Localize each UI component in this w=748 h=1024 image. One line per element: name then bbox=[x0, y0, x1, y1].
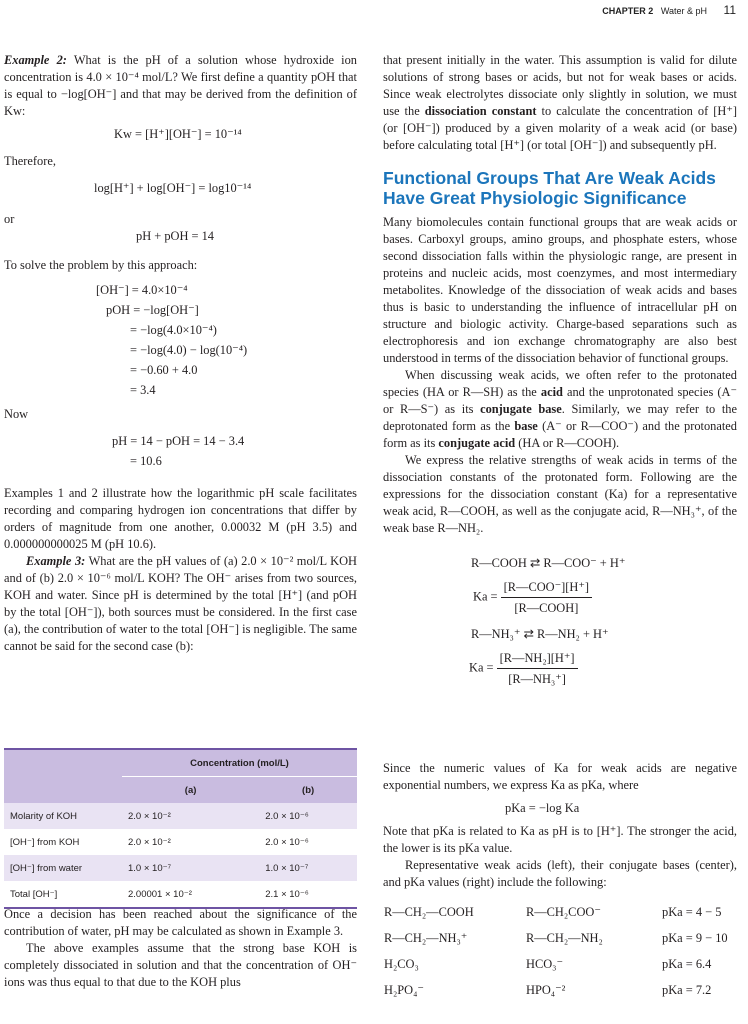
once-paragraph: Once a decision has been reached about the significance of the contribution of water, pH may be calculated as shown in Example 3. bbox=[4, 907, 357, 938]
ka-expression-1: Ka = $\frac{\text{[R—COO⁻][H⁺]}}{\text{[R—COOH]}}$ bbox=[473, 577, 737, 618]
step-6: = 3.4 bbox=[130, 383, 156, 397]
section-heading: Functional Groups That Are Weak Acids Have Great Physiologic Significance bbox=[383, 168, 716, 208]
example-2-label: Example 2: bbox=[4, 53, 67, 67]
example-3-label: Example 3: bbox=[26, 554, 86, 568]
now-text: Now bbox=[4, 407, 29, 421]
left-column bbox=[4, 52, 357, 655]
list-item: H₂PO₄⁻ HPO₄⁻² pKa = 7.2 bbox=[384, 982, 712, 997]
example-2-paragraph bbox=[4, 52, 357, 120]
example-2-text: What is the pH of a solution whose hydroxide ion concentration is 4.0 × 10⁻⁴ mol/L? We first define a quantity pOH that is equal to −log[OH⁻] and that may be derived from the definition of Kw: bbox=[4, 53, 357, 118]
right-paragraph-7: Representative weak acids (left), their conjugate bases (center), and pKa values (right) include the following: bbox=[383, 858, 737, 889]
chapter-title: Water & pH bbox=[660, 6, 708, 16]
chapter-label: CHAPTER 2 bbox=[602, 6, 654, 16]
ka-expression-2: Ka = $\frac{\text{[R—NH₂][H⁺]}}{\text{[R—NH₃⁺]}}$ bbox=[469, 648, 737, 689]
example-3-paragraph bbox=[4, 553, 357, 655]
therefore-text: Therefore, bbox=[4, 154, 56, 168]
ka-equations bbox=[471, 553, 737, 689]
running-header bbox=[602, 2, 736, 20]
now-steps bbox=[112, 431, 357, 471]
right-column bbox=[383, 52, 737, 689]
right-paragraph-5: Since the numeric values of Ka for weak acids are negative exponential numbers, we express Ka as pKa, where bbox=[383, 761, 737, 792]
right-paragraph-4: We express the relative strengths of weak acids in terms of the dissociation constants of the protonated form. Following are the expressions for the dissociation constant (Ka) for a representative weak acid, R—COOH, as well as the conjugate acid, R—NH₃⁺, of the weak base R—NH₂. bbox=[383, 453, 737, 535]
table-col-b: (b) bbox=[259, 777, 357, 804]
now-step-1: pH = 14 − pOH = 14 − 3.4 bbox=[112, 434, 245, 448]
example-3-text: What are the pH values of (a) 2.0 × 10⁻² mol/L KOH and of (b) 2.0 × 10⁻⁶ mol/L KOH? The OH⁻ arises from two sources, KOH and water. Since pH is determined by the total [H⁺] (and pOH by the total [OH⁻]), both sources must be considered. In the first case (a), the contribution of water to the total [OH⁻] is negligible. The same cannot be said for the second case (b): bbox=[4, 554, 357, 653]
concentration-table bbox=[4, 748, 357, 909]
equation-ph-poh: pH + pOH = 14 bbox=[136, 229, 214, 243]
now-step-2: = 10.6 bbox=[130, 454, 162, 468]
lower-left-text bbox=[4, 906, 357, 991]
step-4: = −log(4.0) − log(10⁻⁴) bbox=[130, 343, 248, 357]
right-paragraph-1: that present initially in the water. This assumption is valid for dilute solutions of strong bases or acids, but not for weak bases or acids. Since weak electrolytes dissociate only slightly in solution, we must use the dissociation constant to calculate the concentration of [H⁺] (or [OH⁻]) produced by a given molarity of a weak acid (or base) before calculating total [H⁺] (or total [OH⁻]) and subsequently pH. bbox=[383, 53, 737, 152]
above-paragraph: The above examples assume that the strong base KOH is completely dissociated in solution and that the concentration of OH⁻ ions was thus equal to that due to the KOH plus bbox=[4, 941, 357, 989]
equation-log: log[H⁺] + log[OH⁻] = log10⁻¹⁴ bbox=[94, 181, 252, 195]
table-header: Concentration (mol/L) bbox=[122, 750, 357, 777]
list-item: R—CH₂—NH₃⁺ R—CH₂—NH₂ pKa = 9 − 10 bbox=[384, 930, 728, 945]
list-item: R—CH₂—COOH R—CH₂COO⁻ pKa = 4 − 5 bbox=[384, 904, 722, 919]
page-number: 11 bbox=[723, 3, 736, 17]
table-col-a: (a) bbox=[122, 777, 259, 804]
examples-paragraph: Examples 1 and 2 illustrate how the logarithmic pH scale facilitates recording and comparing hydrogen ion concentrations that differ by orders of magnitude from one another, 0.00032 M (pH 3.5) and 0.000000000025 M (pH 10.6). bbox=[4, 486, 357, 551]
right-paragraph-3: When discussing weak acids, we often refer to the protonated species (HA or R—SH) as the acid and the unprotonated species (A⁻ or R—S⁻) as its conjugate base. Similarly, we may refer to the deprotonated form as the base (A⁻ or R—COO⁻) and the protonated form as its conjugate acid (HA or R—COOH). bbox=[383, 368, 737, 450]
step-5: = −0.60 + 4.0 bbox=[130, 363, 198, 377]
table-row: Molarity of KOH 2.0 × 10⁻² 2.0 × 10⁻⁶ bbox=[4, 803, 357, 829]
term-dissociation-constant: dissociation constant bbox=[424, 104, 537, 118]
pka-equation: pKa = −log Ka bbox=[505, 801, 580, 815]
to-solve-text: To solve the problem by this approach: bbox=[4, 258, 198, 272]
right-paragraph-2: Many biomolecules contain functional groups that are weak acids or bases. Carboxyl groups, amino groups, and phosphate esters, whose second dissociation falls within the physiologic range, are present in proteins and nucleic acids, most coenzymes, and most intermediary metabolites. Knowledge of the dissociation of weak acids and bases thus is basic to understanding the influence of intracellular pH on structure and biologic activity. Charge-based separations such as electrophoresis and ion exchange chromatography are also best understood in terms of the dissociation behavior of functional groups. bbox=[383, 215, 737, 365]
weak-acid-table bbox=[383, 899, 729, 1003]
list-item: H₂CO₃ HCO₃⁻ pKa = 6.4 bbox=[384, 956, 712, 971]
reaction-2: R—NH₃⁺ ⇄ R—NH₂ + H⁺ bbox=[471, 627, 609, 641]
step-1: [OH⁻] = 4.0×10⁻⁴ bbox=[96, 283, 188, 297]
right-paragraph-6: Note that pKa is related to Ka as pH is to [H⁺]. The stronger the acid, the lower is its pKa value. bbox=[383, 824, 737, 855]
lower-right-text bbox=[383, 760, 737, 1003]
step-3: = −log(4.0×10⁻⁴) bbox=[130, 323, 217, 337]
table-row: Total [OH⁻] 2.00001 × 10⁻² 2.1 × 10⁻⁶ bbox=[4, 881, 357, 907]
reaction-1: R—COOH ⇄ R—COO⁻ + H⁺ bbox=[471, 556, 626, 570]
equation-kw: Kw = [H⁺][OH⁻] = 10⁻¹⁴ bbox=[114, 127, 242, 141]
step-2: pOH = −log[OH⁻] bbox=[106, 303, 199, 317]
solution-steps bbox=[96, 280, 357, 400]
table-row: [OH⁻] from water 1.0 × 10⁻⁷ 1.0 × 10⁻⁷ bbox=[4, 855, 357, 881]
table-row: [OH⁻] from KOH 2.0 × 10⁻² 2.0 × 10⁻⁶ bbox=[4, 829, 357, 855]
or-text: or bbox=[4, 212, 15, 226]
